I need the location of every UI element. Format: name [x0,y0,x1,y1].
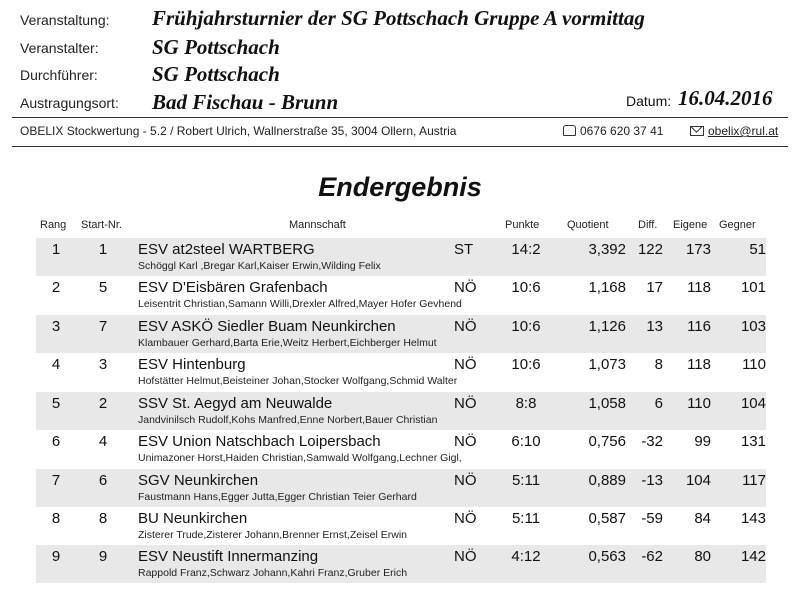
quotient-cell: 3,392 [588,241,626,258]
austragungsort-label: Austragungsort: [20,95,119,111]
eigene-cell: 110 [687,395,711,412]
col-eigene: Eigene [673,219,708,231]
start-nr-cell: 9 [98,548,108,565]
region-code: ST [454,241,474,258]
email-link[interactable]: obelix@rul.at [708,124,779,138]
rang-cell: 7 [51,472,61,489]
table-row [36,353,766,391]
eigene-cell: 173 [685,241,711,258]
diff-cell: -62 [641,548,663,565]
email-contact [690,124,778,138]
rang-cell: 6 [51,433,61,450]
veranstaltung-label: Veranstaltung: [20,12,110,28]
page-title: Endergebnis [318,172,482,202]
team-name: BU Neunkirchen [138,510,248,527]
rang-cell: 5 [51,395,61,412]
gegner-cell: 131 [740,433,766,450]
players-list: Zisterer Trude,Zisterer Johann,Brenner Ernst,Zeisel Erwin [138,529,408,541]
eigene-cell: 84 [694,510,711,527]
diff-cell: -59 [641,510,663,527]
region-code: NÖ [454,472,477,489]
col-punkte: Punkte [505,219,540,231]
team-name: ESV Neustift Innermanzing [138,548,319,565]
region-code: NÖ [454,433,477,450]
eigene-cell: 118 [687,356,711,373]
players-list: Hofstätter Helmut,Beisteiner Johan,Stocker Wolfgang,Schmid Walter [138,375,458,387]
col-start-nr: Start-Nr. [81,219,122,231]
team-name: ESV at2steel WARTBERG [138,241,315,258]
table-row [36,276,766,314]
eigene-cell: 118 [687,279,711,296]
start-nr-cell: 6 [98,472,108,489]
durchfuehrer-label: Durchführer: [20,67,98,83]
points-cell: 8:8 [515,395,537,412]
diff-cell: 6 [654,395,663,412]
start-nr-cell: 3 [98,356,108,373]
rang-cell: 2 [51,279,61,296]
quotient-cell: 0,587 [588,510,626,527]
eigene-cell: 80 [694,548,711,565]
rang-cell: 3 [51,318,61,335]
col-gegner: Gegner [719,219,756,231]
gegner-cell: 143 [740,510,766,527]
points-cell: 4:12 [511,548,541,565]
eigene-cell: 104 [685,472,711,489]
quotient-cell: 1,126 [588,318,626,335]
phone-contact [563,124,663,138]
region-code: NÖ [454,279,477,296]
players-list: Klambauer Gerhard,Barta Erie,Weitz Herbert,Eichberger Helmut [138,337,437,349]
table-row [36,545,766,583]
veranstalter-value: SG Pottschach [152,35,280,59]
footer-rule [12,146,788,147]
region-code: NÖ [454,318,477,335]
rang-cell: 8 [51,510,61,527]
players-list: Schöggl Karl ,Bregar Karl,Kaiser Erwin,Wilding Felix [138,260,381,272]
diff-cell: 8 [654,356,663,373]
table-row [36,507,766,545]
team-name: ESV D'Eisbären Grafenbach [138,279,328,296]
team-name: ESV Hintenburg [138,356,246,373]
quotient-cell: 0,756 [588,433,626,450]
phone-icon [563,125,576,136]
gegner-cell: 101 [740,279,766,296]
col-rang: Rang [40,219,67,231]
team-name: SGV Neunkirchen [138,472,259,489]
quotient-cell: 1,058 [588,395,626,412]
col-quotient: Quotient [567,219,609,231]
diff-cell: 122 [637,241,663,258]
gegner-cell: 51 [749,241,766,258]
players-list: Rappold Franz,Schwarz Johann,Kahri Franz,Gruber Erich [138,567,408,579]
table-row [36,430,766,468]
region-code: NÖ [454,395,477,412]
players-list: Jandvinilsch Rudolf,Kohs Manfred,Enne Norbert,Bauer Christian [138,414,438,426]
header-rule [12,117,788,118]
diff-cell: -32 [641,433,663,450]
gegner-cell: 103 [740,318,766,335]
veranstaltung-value: Frühjahrsturnier der SG Pottschach Gruppe A vormittag [152,6,645,30]
diff-cell: -13 [641,472,663,489]
austragungsort-value: Bad Fischau - Brunn [152,90,339,114]
eigene-cell: 116 [687,318,711,335]
software-credit: OBELIX Stockwertung - 5.2 / Robert Ulrich, Wallnerstraße 35, 3004 Ollern, Austria [20,124,457,138]
quotient-cell: 0,563 [588,548,626,565]
players-list: Leisentrit Christian,Samann Willi,Drexler Alfred,Mayer Hofer Gevhend [138,298,462,310]
table-row [36,469,766,507]
table-row [36,315,766,353]
start-nr-cell: 8 [98,510,108,527]
gegner-cell: 142 [740,548,766,565]
gegner-cell: 110 [742,356,766,373]
durchfuehrer-value: SG Pottschach [152,62,280,86]
diff-cell: 17 [646,279,663,296]
table-row [36,238,766,276]
quotient-cell: 1,073 [588,356,626,373]
diff-cell: 13 [646,318,663,335]
col-diff: Diff. [638,219,658,231]
quotient-cell: 1,168 [588,279,626,296]
rang-cell: 9 [51,548,61,565]
points-cell: 10:6 [511,318,541,335]
team-name: SSV St. Aegyd am Neuwalde [138,395,333,412]
points-cell: 14:2 [511,241,541,258]
points-cell: 5:11 [511,472,541,489]
region-code: NÖ [454,548,477,565]
rang-cell: 1 [51,241,61,258]
envelope-icon [690,126,704,136]
eigene-cell: 99 [694,433,711,450]
rang-cell: 4 [51,356,61,373]
start-nr-cell: 5 [98,279,108,296]
start-nr-cell: 2 [98,395,108,412]
table-row [36,392,766,430]
datum-value: 16.04.2016 [678,86,773,110]
gegner-cell: 117 [742,472,766,489]
start-nr-cell: 4 [98,433,108,450]
points-cell: 5:11 [511,510,541,527]
datum-label: Datum: [626,93,672,109]
players-list: Unimazoner Horst,Haiden Christian,Samwald Wolfgang,Lechner Gigl, [138,452,462,464]
region-code: NÖ [454,356,477,373]
players-list: Faustmann Hans,Egger Jutta,Egger Christian Teier Gerhard [138,491,417,503]
region-code: NÖ [454,510,477,527]
start-nr-cell: 7 [98,318,108,335]
col-mannschaft: Mannschaft [289,219,346,231]
phone-number: 0676 620 37 41 [580,124,664,138]
team-name: ESV Union Natschbach Loipersbach [138,433,381,450]
points-cell: 10:6 [511,279,541,296]
gegner-cell: 104 [740,395,766,412]
points-cell: 6:10 [511,433,541,450]
start-nr-cell: 1 [98,241,108,258]
quotient-cell: 0,889 [588,472,626,489]
veranstalter-label: Veranstalter: [20,40,99,56]
points-cell: 10:6 [511,356,541,373]
team-name: ESV ASKÖ Siedler Buam Neunkirchen [138,318,396,335]
